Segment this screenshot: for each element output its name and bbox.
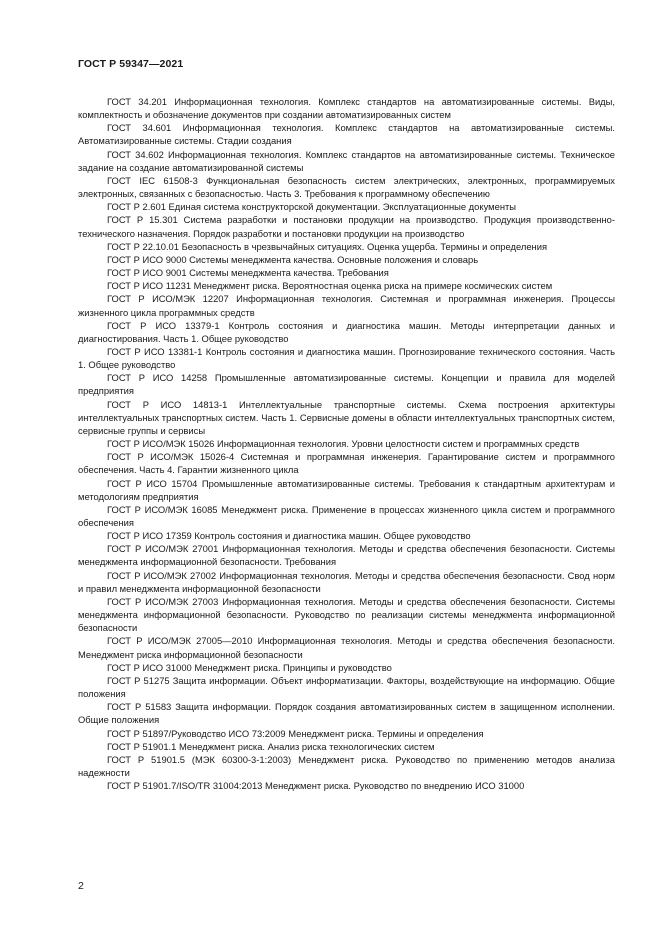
reference-item: ГОСТ Р ИСО/МЭК 27002 Информационная технология. Методы и средства обеспечения безопасности. Свод норм и правил менеджмента информационной безопасности — [78, 569, 615, 594]
reference-item: ГОСТ 34.201 Информационная технология. Комплекс стандартов на автоматизированные системы. Виды, комплектность и обозначение документов при создании автоматизированных систем — [78, 96, 615, 121]
reference-item: ГОСТ IEC 61508-3 Функциональная безопасность систем электрических, электронных, программируемых электронных, связанных с безопасностью. Часть 3. Требования к программному обеспечению — [78, 174, 615, 200]
normative-references-list — [78, 95, 615, 792]
reference-item: ГОСТ Р ИСО/МЭК 27003 Информационная технология. Методы и средства обеспечения безопасности. Системы менеджмента информационной безопасности. Руководство по реализации системы менеджмента информационной безопасности — [78, 595, 615, 634]
reference-item: ГОСТ Р 2.601 Единая система конструкторской документации. Эксплуатационные документы — [107, 201, 517, 213]
reference-item: ГОСТ Р 51897/Руководство ИСО 73:2009 Менеджмент риска. Термины и определения — [107, 727, 484, 739]
reference-item: ГОСТ Р ИСО/МЭК 15026-4 Системная и программная инженерия. Гарантирование систем и программного обеспечения. Часть 4. Гарантии жизненного цикла — [78, 451, 615, 476]
reference-item: ГОСТ Р 51275 Защита информации. Объект информатизации. Факторы, воздействующие на информацию. Общие положения — [78, 674, 615, 700]
reference-item: ГОСТ Р ИСО 31000 Менеджмент риска. Принципы и руководство — [107, 661, 392, 673]
reference-item: ГОСТ Р ИСО 14258 Промышленные автоматизированные системы. Концепции и правила для моделей предприятия — [78, 372, 615, 397]
reference-item: ГОСТ Р ИСО 9001 Системы менеджмента качества. Требования — [107, 267, 389, 279]
reference-item: ГОСТ Р ИСО/МЭК 27001 Информационная технология. Методы и средства обеспечения безопасности. Системы менеджмента информационной безопасности. Требования — [78, 543, 615, 568]
reference-item: ГОСТ 34.602 Информационная технология. Комплекс стандартов на автоматизированные системы. Техническое задание на создание автоматизированной системы — [78, 148, 615, 173]
reference-item: ГОСТ Р ИСО/МЭК 15026 Информационная технология. Уровни целостности систем и программных средств — [107, 438, 580, 450]
reference-item: ГОСТ Р ИСО 13381-1 Контроль состояния и диагностика машин. Прогнозирование технического состояния. Часть 1. Общее руководство — [78, 345, 615, 371]
reference-item: ГОСТ Р ИСО 17359 Контроль состояния и диагностика машин. Общее руководство — [107, 530, 471, 542]
reference-item: ГОСТ Р 22.10.01 Безопасность в чрезвычайных ситуациях. Оценка ущерба. Термины и определения — [107, 240, 548, 252]
reference-item: ГОСТ Р ИСО 13379-1 Контроль состояния и диагностика машин. Методы интерпретации данных и диагностирования. Часть 1. Общее руководство — [78, 319, 615, 344]
reference-item: ГОСТ Р ИСО 11231 Менеджмент риска. Вероятностная оценка риска на примере космических систем — [107, 280, 553, 292]
reference-item: ГОСТ Р ИСО/МЭК 12207 Информационная технология. Системная и программная инженерия. Процессы жизненного цикла программных средств — [78, 293, 615, 318]
reference-item: ГОСТ Р 15.301 Система разработки и постановки продукции на производство. Продукция производственно-технического назначения. Порядок разработки и постановки продукции на производство — [78, 214, 615, 239]
reference-item: ГОСТ Р ИСО 14813-1 Интеллектуальные транспортные системы. Схема построения архитектуры интеллектуальных транспортных систем. Часть 1. Сервисные домены в области интеллектуальных транспортных систем, сервисные группы и сервисы — [78, 398, 615, 436]
reference-item: ГОСТ Р ИСО/МЭК 16085 Менеджмент риска. Применение в процессах жизненного цикла систем и программного обеспечения — [78, 503, 615, 528]
reference-item: ГОСТ Р 51901.1 Менеджмент риска. Анализ риска технологических систем — [107, 740, 435, 752]
document-header: ГОСТ Р 59347—2021 — [78, 58, 184, 70]
reference-item: ГОСТ Р 51583 Защита информации. Порядок создания автоматизированных систем в защищенном исполнении. Общие положения — [78, 701, 615, 726]
page-number: 2 — [78, 880, 84, 892]
reference-item: ГОСТ Р 51901.7/ISO/TR 31004:2013 Менеджмент риска. Руководство по внедрению ИСО 31000 — [107, 780, 525, 792]
reference-item: ГОСТ 34.601 Информационная технология. Комплекс стандартов на автоматизированные системы. Автоматизированные системы. Стадии создания — [78, 122, 615, 147]
reference-item: ГОСТ Р ИСО 15704 Промышленные автоматизированные системы. Требования к стандартным архитектурам и методологиям предприятия — [78, 477, 615, 502]
reference-item: ГОСТ Р ИСО/МЭК 27005—2010 Информационная технология. Методы и средства обеспечения безопасности. Менеджмент риска информационной безопасности — [78, 635, 615, 660]
reference-item: ГОСТ Р ИСО 9000 Системы менеджмента качества. Основные положения и словарь — [107, 253, 479, 265]
reference-item: ГОСТ Р 51901.5 (МЭК 60300-3-1:2003) Менеджмент риска. Руководство по применению методов анализа надежности — [78, 753, 615, 778]
